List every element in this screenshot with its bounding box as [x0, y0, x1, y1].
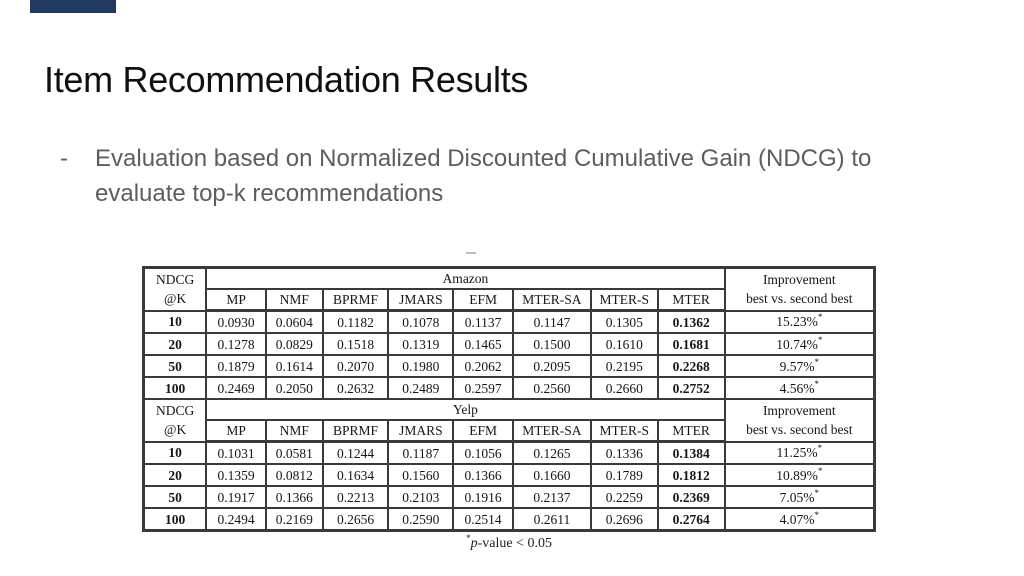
value-cell: 0.1031 [206, 442, 266, 465]
ndcg-at-k-header [144, 268, 207, 311]
table-footnote [142, 533, 876, 552]
improvement-cell [725, 311, 875, 334]
model-header: MP [206, 289, 266, 311]
value-cell: 0.1319 [388, 333, 453, 355]
footnote-text: -value < 0.05 [477, 536, 552, 551]
value-cell: 0.2611 [513, 508, 591, 531]
table-row [144, 355, 875, 377]
dataset-header: Amazon [206, 268, 724, 290]
value-cell: 0.1500 [513, 333, 591, 355]
value-cell: 0.2213 [323, 486, 389, 508]
improvement-cell [725, 355, 875, 377]
value-cell: 0.2660 [591, 377, 658, 399]
improvement-cell [725, 442, 875, 465]
value-cell: 0.1660 [513, 464, 591, 486]
value-cell: 0.2514 [453, 508, 513, 531]
model-header: MTER-SA [513, 289, 591, 311]
page-title: Item Recommendation Results [44, 59, 529, 100]
value-cell: 0.2259 [591, 486, 658, 508]
improvement-header [725, 268, 875, 311]
value-cell: 0.1137 [453, 311, 513, 334]
model-header: BPRMF [323, 420, 389, 442]
ndcg-at-k-header [144, 399, 207, 442]
improvement-value: 9.57% [779, 358, 815, 374]
model-header: NMF [266, 420, 323, 442]
value-cell: 0.1359 [206, 464, 266, 486]
value-cell: 0.1366 [266, 486, 323, 508]
improvement-value: 15.23% [776, 314, 818, 330]
value-cell-best: 0.1681 [658, 333, 725, 355]
header-line: Improvement [762, 403, 836, 419]
improvement-cell [725, 508, 875, 531]
corner-accent-bar [30, 0, 116, 13]
table-row [144, 377, 875, 399]
value-cell: 0.2169 [266, 508, 323, 531]
value-cell: 0.0812 [266, 464, 323, 486]
header-line: @K [164, 291, 187, 307]
value-cell: 0.0829 [266, 333, 323, 355]
value-cell-best: 0.2268 [658, 355, 725, 377]
value-cell: 0.1147 [513, 311, 591, 334]
significance-star: * [814, 356, 819, 367]
improvement-value: 10.74% [776, 336, 818, 352]
value-cell: 0.2070 [323, 355, 389, 377]
model-header: MTER-SA [513, 420, 591, 442]
table-row [144, 508, 875, 531]
k-cell: 100 [144, 377, 207, 399]
value-cell: 0.1610 [591, 333, 658, 355]
value-cell: 0.1056 [453, 442, 513, 465]
k-cell: 20 [144, 464, 207, 486]
header-line: NDCG [155, 403, 195, 419]
value-cell-best: 0.2764 [658, 508, 725, 531]
k-cell: 10 [144, 311, 207, 334]
value-cell: 0.1078 [388, 311, 453, 334]
significance-star: * [817, 465, 823, 476]
model-header: MTER-S [591, 420, 658, 442]
k-cell: 10 [144, 442, 207, 465]
model-header: EFM [453, 420, 513, 442]
value-cell-best: 0.1384 [658, 442, 725, 465]
improvement-cell [725, 486, 875, 508]
value-cell-best: 0.1362 [658, 311, 725, 334]
value-cell: 0.1465 [453, 333, 513, 355]
significance-star: * [814, 509, 819, 520]
value-cell-best: 0.2752 [658, 377, 725, 399]
k-cell: 100 [144, 508, 207, 531]
header-line: Improvement [762, 272, 836, 288]
value-cell: 0.2062 [453, 355, 513, 377]
model-header: JMARS [388, 289, 453, 311]
value-cell-best: 0.2369 [658, 486, 725, 508]
significance-star: * [817, 443, 823, 454]
improvement-value: 4.07% [779, 511, 815, 527]
value-cell: 0.2050 [266, 377, 323, 399]
table-row [144, 399, 875, 420]
table-row [144, 464, 875, 486]
value-cell: 0.2095 [513, 355, 591, 377]
improvement-value: 7.05% [779, 489, 815, 505]
improvement-value: 11.25% [776, 445, 818, 461]
header-line: best vs. second best [746, 422, 853, 438]
header-line: NDCG [155, 272, 195, 288]
value-cell: 0.2469 [206, 377, 266, 399]
value-cell: 0.0581 [266, 442, 323, 465]
value-cell-best: 0.1812 [658, 464, 725, 486]
value-cell: 0.0604 [266, 311, 323, 334]
header-line: best vs. second best [746, 291, 853, 307]
model-header: NMF [266, 289, 323, 311]
value-cell: 0.1980 [388, 355, 453, 377]
value-cell: 0.1634 [323, 464, 389, 486]
significance-star: * [814, 487, 819, 498]
improvement-header [725, 399, 875, 442]
value-cell: 0.1336 [591, 442, 658, 465]
improvement-value: 10.89% [776, 467, 818, 483]
table-row [144, 486, 875, 508]
bullet-dash: - [60, 145, 68, 172]
significance-star: * [466, 533, 471, 543]
value-cell: 0.2489 [388, 377, 453, 399]
model-header: MTER [658, 289, 725, 311]
bullet-line: evaluate top-k recommendations [95, 180, 444, 207]
value-cell: 0.2560 [513, 377, 591, 399]
results-table [142, 266, 876, 552]
value-cell: 0.1244 [323, 442, 389, 465]
table-row [144, 311, 875, 334]
model-header: BPRMF [323, 289, 389, 311]
model-header: MP [206, 420, 266, 442]
significance-star: * [817, 334, 823, 345]
bullet-text [95, 141, 871, 211]
model-header: MTER-S [591, 289, 658, 311]
table-row [144, 442, 875, 465]
dataset-header: Yelp [206, 399, 724, 420]
value-cell: 0.2137 [513, 486, 591, 508]
ndcg-table [142, 266, 876, 532]
significance-star: * [817, 312, 823, 323]
table-row [144, 268, 875, 290]
value-cell: 0.1518 [323, 333, 389, 355]
value-cell: 0.1789 [591, 464, 658, 486]
value-cell: 0.1182 [323, 311, 389, 334]
value-cell: 0.2597 [453, 377, 513, 399]
model-header: MTER [658, 420, 725, 442]
significance-star: * [814, 378, 819, 389]
k-cell: 50 [144, 355, 207, 377]
value-cell: 0.2590 [388, 508, 453, 531]
value-cell: 0.2195 [591, 355, 658, 377]
value-cell: 0.2656 [323, 508, 389, 531]
table-row [144, 333, 875, 355]
improvement-cell [725, 464, 875, 486]
value-cell: 0.0930 [206, 311, 266, 334]
model-header: JMARS [388, 420, 453, 442]
value-cell: 0.1278 [206, 333, 266, 355]
value-cell: 0.2494 [206, 508, 266, 531]
value-cell: 0.2696 [591, 508, 658, 531]
value-cell: 0.2632 [323, 377, 389, 399]
improvement-value: 4.56% [779, 380, 815, 396]
scan-artifact [466, 252, 476, 254]
value-cell: 0.1366 [453, 464, 513, 486]
footnote-p: p [470, 536, 478, 551]
value-cell: 0.1265 [513, 442, 591, 465]
header-line: @K [164, 422, 187, 438]
improvement-cell [725, 333, 875, 355]
value-cell: 0.1187 [388, 442, 453, 465]
bullet-item [60, 141, 871, 211]
k-cell: 20 [144, 333, 207, 355]
value-cell: 0.1560 [388, 464, 453, 486]
value-cell: 0.1614 [266, 355, 323, 377]
value-cell: 0.1879 [206, 355, 266, 377]
value-cell: 0.1916 [453, 486, 513, 508]
bullet-line: Evaluation based on Normalized Discounted Cumulative Gain (NDCG) to [95, 145, 872, 172]
model-header: EFM [453, 289, 513, 311]
improvement-cell [725, 377, 875, 399]
k-cell: 50 [144, 486, 207, 508]
value-cell: 0.2103 [388, 486, 453, 508]
value-cell: 0.1917 [206, 486, 266, 508]
value-cell: 0.1305 [591, 311, 658, 334]
